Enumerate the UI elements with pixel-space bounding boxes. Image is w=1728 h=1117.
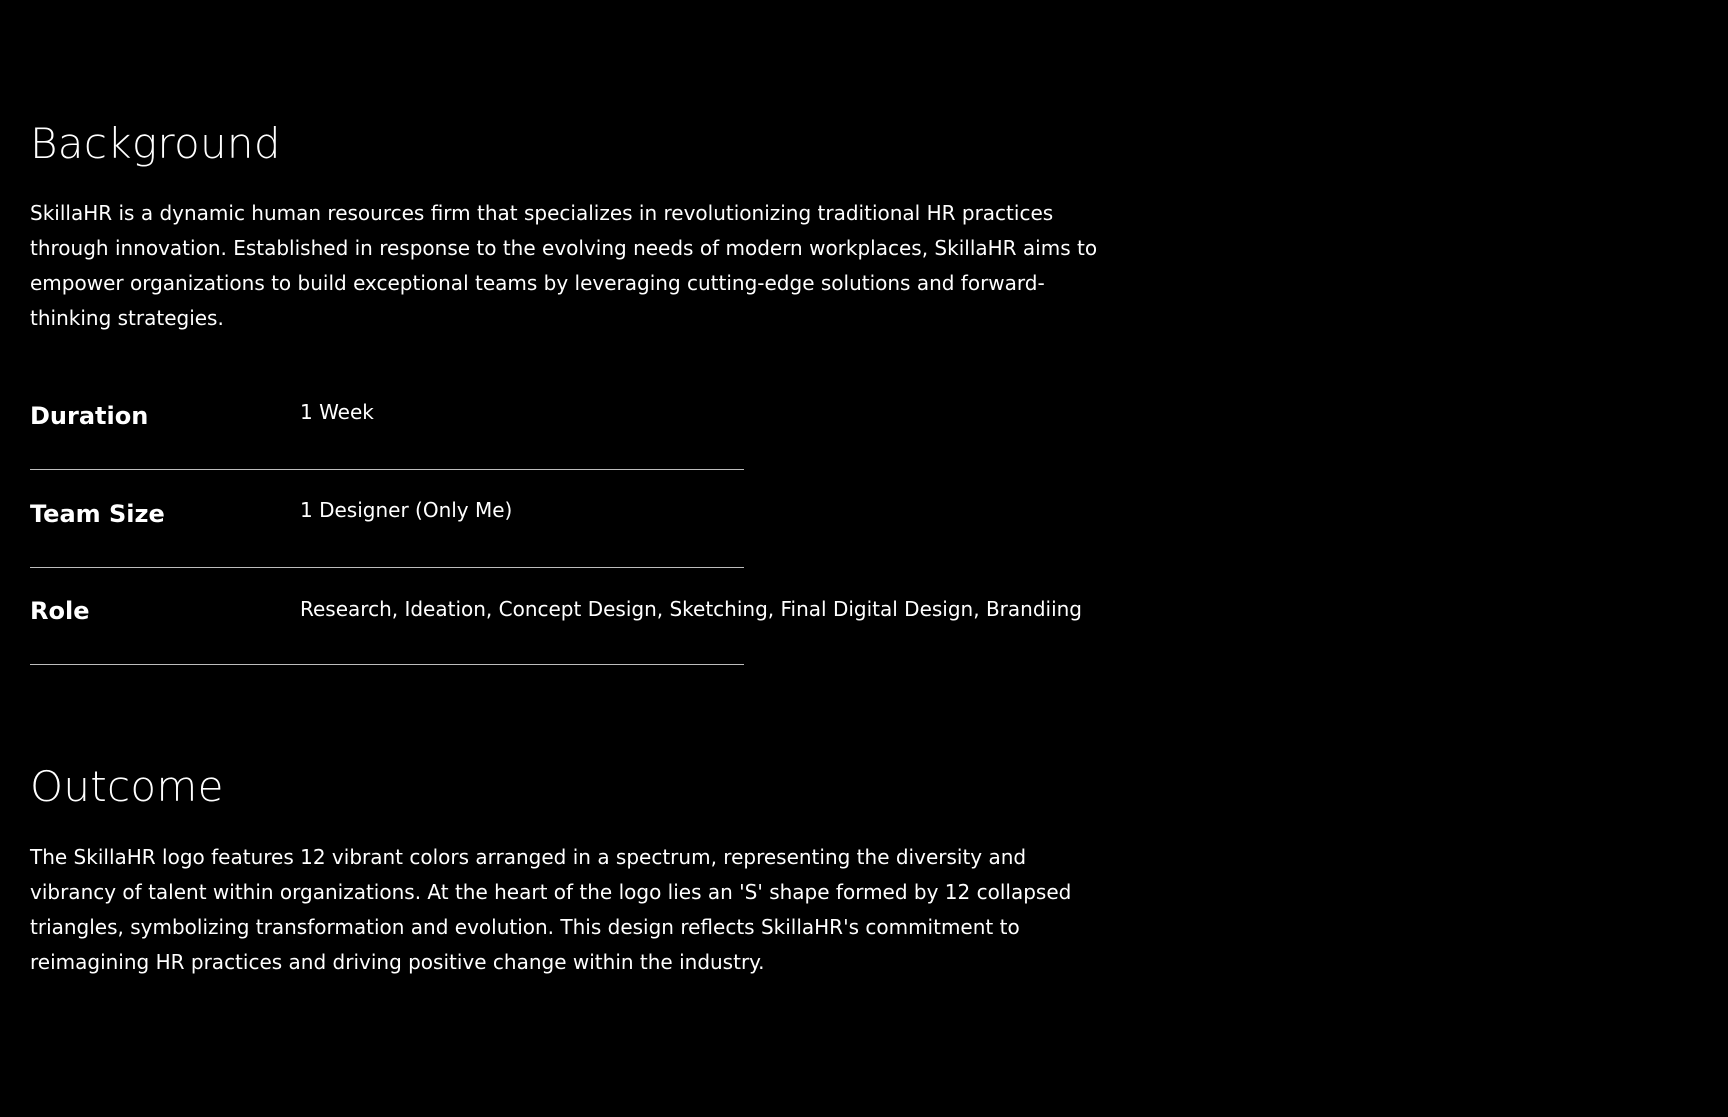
outcome-heading: Outcome <box>30 762 224 811</box>
background-paragraph: SkillaHR is a dynamic human resources firm that specializes in revolutionizing traditional HR practices through innovation. Established in response to the evolving needs of modern workplaces, SkillaHR aims to empower organizations to build exceptional teams by leveraging cutting-edge solutions and forward-thinking strategies. <box>30 201 1098 330</box>
detail-label: Team Size <box>30 499 165 528</box>
detail-label: Duration <box>30 402 149 430</box>
detail-value: Research, Ideation, Concept Design, Sketching, Final Digital Design, Brandiing <box>300 597 1082 621</box>
outcome-paragraph: The SkillaHR logo features 12 vibrant colors arranged in a spectrum, representing the diversity and vibrancy of talent within organizations. At the heart of the logo lies an 'S' shape formed by 12 collapsed triangles, symbolizing transformation and evolution. This design reflects SkillaHR's commitment to reimagining HR practices and driving positive change within the industry. <box>30 845 1072 974</box>
detail-row-duration <box>30 372 744 470</box>
detail-row-role <box>30 567 1082 665</box>
detail-value: 1 Week <box>300 400 374 424</box>
project-details <box>30 372 1082 665</box>
detail-label: Role <box>30 597 90 625</box>
background-heading: Background <box>30 119 281 168</box>
detail-row-team-size <box>30 470 744 568</box>
detail-value: 1 Designer (Only Me) <box>300 497 513 522</box>
